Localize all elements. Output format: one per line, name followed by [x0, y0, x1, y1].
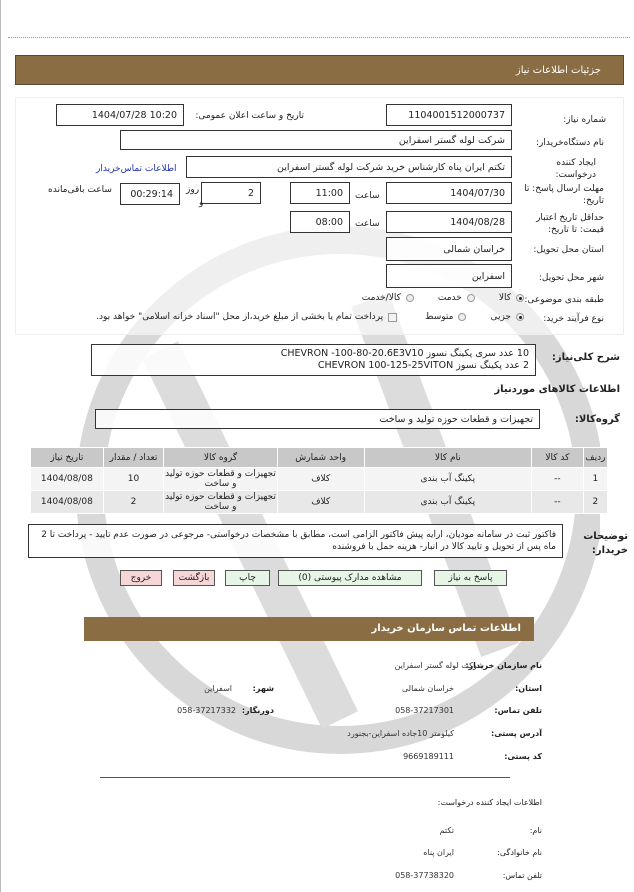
goods-group-field: تجهیزات و قطعات حوزه تولید و ساخت [95, 409, 540, 429]
cell-unit: کلاف [277, 491, 364, 514]
radio-jozei-label: جزیی [490, 312, 511, 322]
contact-address-value: کیلومتر 10جاده اسفراین-بجنورد [347, 729, 454, 738]
cell-name: پکینگ آب بندی [364, 468, 531, 491]
radio-motavaset[interactable] [458, 313, 466, 321]
days-field: 2 [201, 182, 261, 204]
contact-province-value: خراسان شمالی [401, 684, 454, 693]
creator-last-name-label: نام خانوادگی: [497, 848, 542, 857]
table-row [31, 491, 608, 514]
and-label: و [199, 198, 204, 208]
radio-khedmat-label: خدمت [437, 293, 462, 303]
remaining-label: ساعت باقی‌مانده [48, 185, 112, 195]
radio-kala[interactable] [516, 294, 524, 302]
contact-address-label: آدرس پستی: [491, 729, 542, 738]
goods-section-title: اطلاعات کالاهای موردنیاز [494, 384, 620, 395]
cell-date: 1404/08/08 [31, 491, 104, 514]
reply-button[interactable]: پاسخ به نیاز [434, 570, 507, 586]
col-code: کد کالا [532, 448, 584, 468]
category-radio-group [362, 293, 524, 303]
creator-info-title: اطلاعات ایجاد کننده درخواست: [437, 798, 542, 807]
creator-phone-label: تلفن تماس: [502, 871, 542, 880]
cell-group: تجهیزات و قطعات حوزه تولید و ساخت [165, 492, 276, 512]
need-number-field: 1104001512000737 [386, 104, 512, 126]
buyer-notes-box: فاکتور ثبت در سامانه مودیان، ارایه پیش فاکتور الزامی است، مطابق با مشخصات درخواستی- مرجوعی در صورت عدم تایید - پرداخت تا 2 ماه پس از تحویل و تایید کالا در انبار- هزینه حمل با فروشنده [28, 524, 563, 558]
contact-fax-label: دورنگار: [241, 706, 274, 715]
treasury-note: پرداخت تمام یا بخشی از مبلغ خرید،از محل "اسناد خزانه اسلامی" خواهد بود. [96, 312, 384, 322]
contact-divider [100, 777, 510, 778]
cell-group: تجهیزات و قطعات حوزه تولید و ساخت [165, 469, 276, 489]
summary-line-1: 10 عدد سری پکینگ نسوز CHEVRON -100-80-20.6E3V10 [280, 348, 529, 359]
contact-postal-value: 9669189111 [403, 752, 454, 761]
validity-label: حداقل تاریخ اعتبار قیمت: تا تاریخ: [536, 213, 604, 235]
radio-kala-khedmat-label: کالا/خدمت [361, 293, 401, 303]
col-row: ردیف [583, 448, 607, 468]
top-divider [8, 37, 630, 38]
radio-kala-khedmat[interactable] [406, 294, 414, 302]
contact-phone-label: تلفن تماس: [494, 706, 542, 715]
cell-qty: 2 [103, 491, 164, 514]
buyer-notes-label: توضیحات خریدار: [583, 531, 628, 556]
province-label: استان محل تحویل: [533, 245, 604, 255]
cell-qty: 10 [103, 468, 164, 491]
exit-button[interactable]: خروج [120, 570, 162, 586]
deadline-label: مهلت ارسال پاسخ: تا تاریخ: [524, 184, 604, 206]
contact-city-value: اسفراین [204, 684, 232, 693]
contact-header-title: اطلاعات تماس سازمان خریدار [371, 623, 521, 634]
contact-postal-label: کد پستی: [504, 752, 542, 761]
back-button[interactable]: بازگشت [173, 570, 215, 586]
deadline-time-label: ساعت [355, 191, 380, 201]
cell-row: 1 [583, 468, 607, 491]
creator-label: ایجاد کننده درخواست: [555, 158, 596, 180]
contact-city-label: شهر: [252, 684, 274, 693]
city-field: اسفراین [386, 264, 512, 288]
validity-date-field: 1404/08/28 [386, 211, 512, 233]
page-title: جزئیات اطلاعات نیاز [515, 65, 601, 76]
treasury-checkbox[interactable] [388, 313, 397, 322]
city-label: شهر محل تحویل: [538, 273, 604, 283]
goods-table [30, 447, 608, 514]
cell-row: 2 [583, 491, 607, 514]
radio-khedmat[interactable] [467, 294, 475, 302]
summary-line-2: 2 عدد پکینگ نسوز CHEVRON 100-125-25VITON [317, 360, 529, 371]
left-border [0, 0, 1, 892]
col-unit: واحد شمارش [277, 448, 364, 468]
summary-label: شرح کلی‌نیاز: [551, 352, 620, 363]
process-radio-group [96, 312, 524, 322]
buyer-contact-link[interactable]: اطلاعات تماس‌خریدار [96, 164, 177, 174]
creator-first-name-label: نام: [529, 826, 542, 835]
print-button[interactable]: چاپ [225, 570, 270, 586]
buyer-org-field: شرکت لوله گستر اسفراین [120, 130, 512, 150]
col-date: تاریخ نیاز [31, 448, 104, 468]
contact-org-value: شرکت لوله گستر اسفراین [394, 661, 484, 670]
province-field: خراسان شمالی [386, 237, 512, 261]
days-label: روز [186, 185, 200, 195]
table-header-row [31, 448, 608, 468]
validity-time-field: 08:00 [290, 211, 350, 233]
cell-unit: کلاف [277, 468, 364, 491]
deadline-time-field: 11:00 [290, 182, 350, 204]
radio-motavaset-label: متوسط [425, 312, 454, 322]
cell-name: پکینگ آب بندی [364, 491, 531, 514]
cell-code: -- [532, 468, 584, 491]
contact-fax-value: 058-37217332 [177, 706, 236, 715]
summary-box [91, 344, 536, 376]
col-group: گروه کالا [164, 448, 277, 468]
announce-label: تاریخ و ساعت اعلان عمومی: [195, 111, 304, 121]
contact-province-label: استان: [515, 684, 542, 693]
view-attachments-button[interactable]: مشاهده مدارک پیوستی (0) [278, 570, 422, 586]
remaining-time-field: 00:29:14 [120, 183, 180, 205]
contact-org-label: نام سازمان خریدار: [465, 661, 542, 670]
creator-field: تکتم ایران پناه کارشناس خرید شرکت لوله گستر اسفراین [186, 156, 512, 178]
goods-group-label: گروه‌کالا: [574, 414, 620, 425]
radio-kala-label: کالا [498, 293, 511, 303]
announce-field: 1404/07/28 10:20 [56, 104, 184, 126]
creator-phone-value: 058-37738320 [395, 871, 454, 880]
col-name: نام کالا [364, 448, 531, 468]
cell-date: 1404/08/08 [31, 468, 104, 491]
validity-time-label: ساعت [355, 219, 380, 229]
table-row [31, 468, 608, 491]
need-number-label: شماره نیاز: [563, 115, 606, 125]
creator-last-name-value: ایران پناه [423, 848, 454, 857]
buyer-org-label: نام دستگاه‌خریدار: [535, 138, 604, 148]
col-qty: تعداد / مقدار [103, 448, 164, 468]
category-label: طبقه بندی موضوعی: [524, 295, 604, 305]
page-header-bar [15, 55, 624, 85]
contact-phone-value: 058-37217301 [395, 706, 454, 715]
process-label: نوع فرآیند خرید: [543, 314, 604, 324]
contact-header-bar [84, 617, 534, 641]
cell-code: -- [532, 491, 584, 514]
deadline-date-field: 1404/07/30 [386, 182, 512, 204]
radio-jozei[interactable] [516, 313, 524, 321]
creator-first-name-value: تکتم [439, 826, 454, 835]
